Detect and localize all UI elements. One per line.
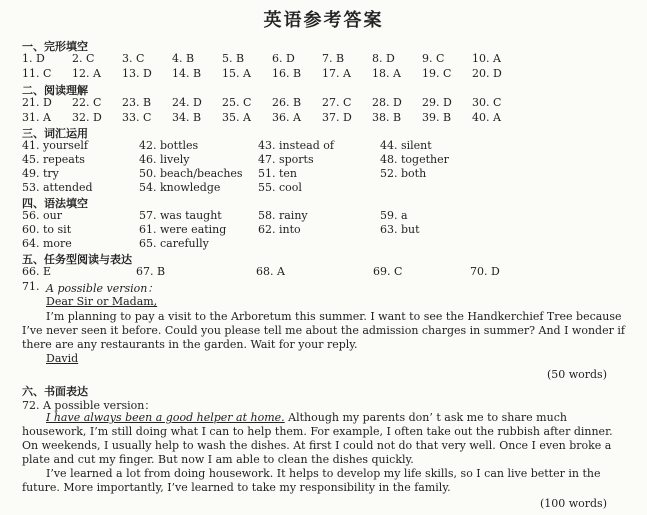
- answer-item: 25. C: [222, 96, 252, 109]
- answer-item: 15. A: [222, 67, 251, 80]
- answer-item: 58. rainy: [258, 209, 308, 222]
- answer-item: 11. C: [22, 67, 52, 80]
- answer-item: 4. B: [172, 52, 195, 65]
- answer-item: 30. C: [472, 96, 502, 109]
- answer-item: 20. D: [472, 67, 502, 80]
- answer-item: 3. C: [122, 52, 145, 65]
- answer-item: 55. cool: [258, 181, 302, 194]
- answer-item: 28. D: [372, 96, 402, 109]
- answer-item: 33. C: [122, 111, 152, 124]
- essay-topic-sentence: I have always been a good helper at home.: [46, 411, 285, 424]
- answer-item: 56. our: [22, 209, 62, 222]
- answer-item: 59. a: [380, 209, 408, 222]
- answer-item: 68. A: [256, 265, 285, 278]
- answer-item: 6. D: [272, 52, 295, 65]
- answer-item: 9. C: [422, 52, 445, 65]
- answer-item: 57. was taught: [139, 209, 222, 222]
- answer-item: 24. D: [172, 96, 202, 109]
- answer-item: 53. attended: [22, 181, 93, 194]
- answer-item: 14. B: [172, 67, 202, 80]
- answer-item: 16. B: [272, 67, 302, 80]
- answer-item: 10. A: [472, 52, 501, 65]
- answer-item: 46. lively: [139, 153, 190, 166]
- section-heading-vocabulary: 三、词汇运用: [22, 127, 88, 140]
- essay-line: On weekends, I usually help to wash the dishes. At first I could not do that very well. Once I even broke a: [22, 439, 612, 452]
- answer-item: 36. A: [272, 111, 301, 124]
- section-heading-writing: 六、书面表达: [22, 385, 88, 398]
- answer-item: 13. D: [122, 67, 152, 80]
- answer-item: 21. D: [22, 96, 52, 109]
- word-count: (100 words): [539, 497, 607, 510]
- answer-item: 7. B: [322, 52, 345, 65]
- answer-item: 1. D: [22, 52, 45, 65]
- answer-item: 54. knowledge: [139, 181, 221, 194]
- answer-item: 60. to sit: [22, 223, 72, 236]
- answer-item: 49. try: [22, 167, 59, 180]
- answer-item: 12. A: [72, 67, 101, 80]
- answer-item: 27. C: [322, 96, 352, 109]
- section-heading-task-reading: 五、任务型阅读与表达: [22, 253, 132, 266]
- answer-item: 48. together: [380, 153, 449, 166]
- essay-text: Although my parents don’ t ask me to share much: [284, 411, 567, 424]
- answer-item: 19. C: [422, 67, 452, 80]
- essay-line: housework, I’m still doing what I can to help them. For example, I often take out the rubbish after dinner.: [22, 425, 613, 438]
- answer-item: 43. instead of: [258, 139, 334, 152]
- answer-item: 26. B: [272, 96, 302, 109]
- essay-line: [46, 411, 567, 424]
- essay-line: future. More importantly, I’ve learned to take my responsibility in the family.: [22, 481, 451, 494]
- question-number: 71.: [22, 280, 40, 293]
- answer-item: 35. A: [222, 111, 251, 124]
- answer-item: 23. B: [122, 96, 152, 109]
- answer-item: 67. B: [136, 265, 166, 278]
- section-heading-cloze: 一、完形填空: [22, 40, 88, 53]
- answer-item: 41. yourself: [22, 139, 88, 152]
- answer-item: 2. C: [72, 52, 95, 65]
- answer-item: 61. were eating: [139, 223, 227, 236]
- answer-item: 63. but: [380, 223, 420, 236]
- question-72-label: 72. A possible version：: [22, 399, 156, 412]
- answer-item: 38. B: [372, 111, 402, 124]
- answer-item: 70. D: [470, 265, 500, 278]
- answer-item: 5. B: [222, 52, 245, 65]
- answer-item: 45. repeats: [22, 153, 85, 166]
- answer-item: 40. A: [472, 111, 501, 124]
- letter-signature: David: [46, 352, 79, 365]
- essay-line: I’ve learned a lot from doing housework. It helps to develop my life skills, so I can live better in the: [46, 467, 601, 480]
- answer-item: 52. both: [380, 167, 427, 180]
- letter-line: I’ve never seen it before. Could you please tell me about the admission charges in summer? And I wonder if: [22, 324, 625, 337]
- word-count: (50 words): [546, 368, 607, 381]
- answer-item: 69. C: [373, 265, 403, 278]
- letter-line: I’m planning to pay a visit to the Arboretum this summer. I want to see the Handkerchief Tree because: [46, 310, 622, 323]
- answer-item: 29. D: [422, 96, 452, 109]
- answer-item: 34. B: [172, 111, 202, 124]
- answer-item: 42. bottles: [139, 139, 199, 152]
- answer-item: 39. B: [422, 111, 452, 124]
- essay-line: plate and cut my finger. But now I am able to clean the dishes quickly.: [22, 453, 414, 466]
- answer-item: 64. more: [22, 237, 72, 250]
- answer-item: 8. D: [372, 52, 395, 65]
- answer-item: 65. carefully: [139, 237, 209, 250]
- answer-item: 51. ten: [258, 167, 298, 180]
- answer-item: 66. E: [22, 265, 52, 278]
- page-title: 英语参考答案: [263, 10, 384, 31]
- answer-item: 62. into: [258, 223, 301, 236]
- section-heading-grammar: 四、语法填空: [22, 197, 88, 210]
- possible-version-label: A possible version：: [46, 282, 159, 295]
- answer-item: 50. beach/beaches: [139, 167, 243, 180]
- answer-item: 17. A: [322, 67, 351, 80]
- section-heading-reading: 二、阅读理解: [22, 84, 88, 97]
- answer-item: 47. sports: [258, 153, 314, 166]
- answer-item: 22. C: [72, 96, 102, 109]
- answer-item: 44. silent: [380, 139, 432, 152]
- answer-item: 18. A: [372, 67, 401, 80]
- answer-item: 31. A: [22, 111, 51, 124]
- letter-salutation: Dear Sir or Madam,: [46, 295, 158, 308]
- letter-line: there are any restaurants in the garden. Wait for your reply.: [22, 338, 358, 351]
- answer-item: 37. D: [322, 111, 352, 124]
- answer-item: 32. D: [72, 111, 102, 124]
